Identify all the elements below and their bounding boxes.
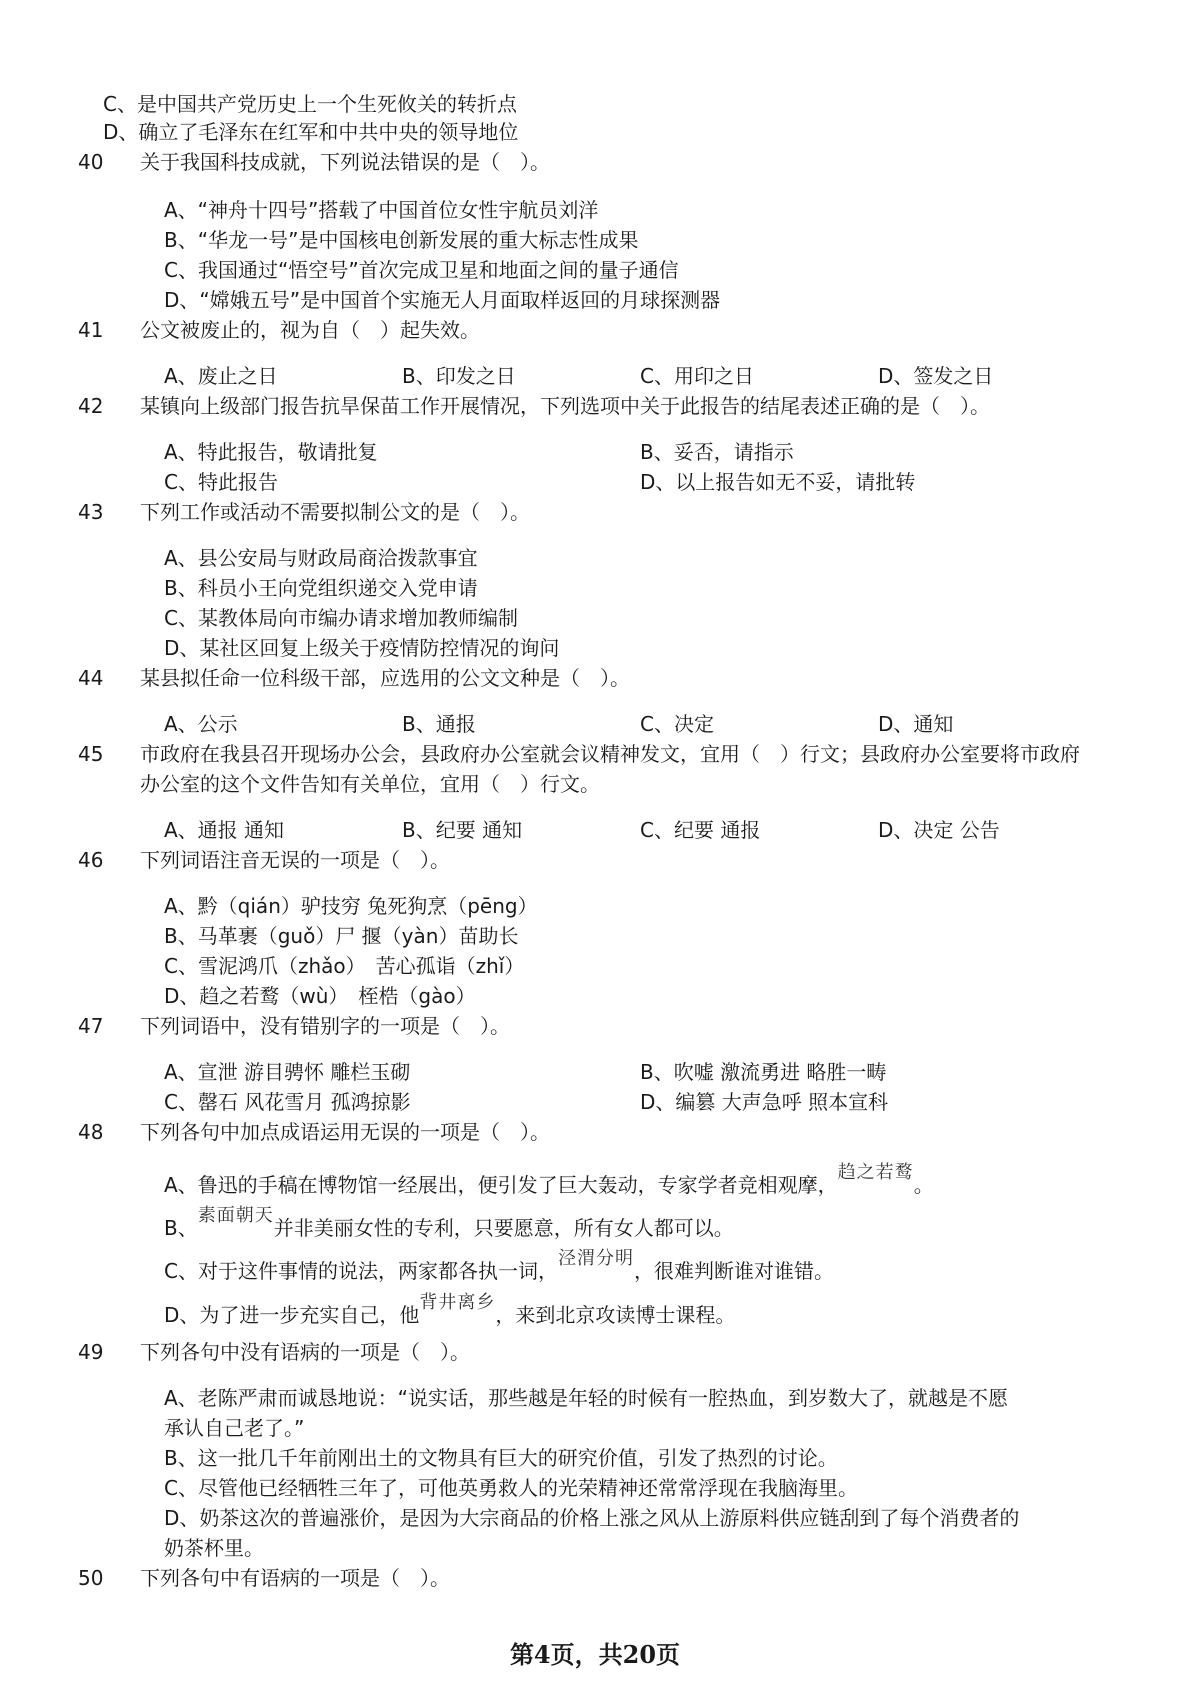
q47-option-a: A、宣泄 游目骋怀 雕栏玉砌 <box>164 1060 411 1084</box>
q46-option-c: C、雪泥鸿爪（zhǎo） 苦心孤诣（zhǐ） <box>164 954 525 978</box>
q42-option-c: C、特此报告 <box>164 470 278 494</box>
q45-option-a: A、通报 通知 <box>164 818 285 842</box>
q40-option-a: A、“神舟十四号”搭载了中国首位女性宇航员刘洋 <box>164 198 599 222</box>
q48-number: 48 <box>78 1120 104 1144</box>
q43-stem: 下列工作或活动不需要拟制公文的是（ ）。 <box>140 500 530 524</box>
q44-option-c: C、决定 <box>640 712 714 736</box>
q48-stem: 下列各句中加点成语运用无误的一项是（ ）。 <box>140 1120 550 1144</box>
q50-stem: 下列各句中有语病的一项是（ ）。 <box>140 1566 450 1590</box>
q44-option-a: A、公示 <box>164 712 238 736</box>
q49-option-a-cont: 承认自己老了。” <box>164 1416 305 1440</box>
q49-option-d: D、奶茶这次的普遍涨价，是因为大宗商品的价格上涨之风从上游原料供应链刮到了每个消费者的 <box>164 1506 1020 1530</box>
q47-number: 47 <box>78 1014 104 1038</box>
q48-option-c <box>164 1248 834 1288</box>
q45-option-d: D、决定 公告 <box>878 818 1000 842</box>
q48-option-a-end: 。 <box>913 1173 934 1197</box>
q40-option-c: C、我国通过“悟空号”首次完成卫星和地面之间的量子通信 <box>164 258 679 282</box>
q49-option-a: A、老陈严肃而诚恳地说：“说实话，那些越是年轻的时候有一腔热血，到岁数大了，就越是不愿 <box>164 1386 1009 1410</box>
q40-number: 40 <box>78 150 104 174</box>
q48-option-a <box>164 1162 934 1202</box>
q49-option-b: B、这一批几千年前刚出土的文物具有巨大的研究价值，引发了热烈的讨论。 <box>164 1446 838 1470</box>
q48-option-b-text: 并非美丽女性的专利，只要愿意，所有女人都可以。 <box>273 1216 734 1240</box>
q48-option-a-text: A、鲁迅的手稿在博物馆一经展出，便引发了巨大轰动，专家学者竞相观摩， <box>164 1173 838 1197</box>
q40-option-b: B、“华龙一号”是中国核电创新发展的重大标志性成果 <box>164 228 639 252</box>
q42-option-b: B、妥否，请指示 <box>640 440 794 464</box>
q45-number: 45 <box>78 742 104 766</box>
q46-option-a: A、黔（qián）驴技穷 兔死狗烹（pēng） <box>164 894 538 918</box>
q41-option-a: A、废止之日 <box>164 364 278 388</box>
page-number: 第4页，共20页 <box>509 1640 681 1669</box>
q41-number: 41 <box>78 318 104 342</box>
q41-option-d: D、签发之日 <box>878 364 994 388</box>
q48-option-d <box>164 1292 736 1332</box>
q48-option-c-end: ，很难判断谁对谁错。 <box>633 1259 834 1283</box>
q46-option-d: D、趋之若鹜（wù） 桎梏（gào） <box>164 984 476 1008</box>
q42-option-d: D、以上报告如无不妥，请批转 <box>640 470 916 494</box>
q48-option-d-idiom: 背井离乡 <box>419 1292 496 1313</box>
q45-option-b: B、纪要 通知 <box>402 818 523 842</box>
q41-option-c: C、用印之日 <box>640 364 754 388</box>
q50-number: 50 <box>78 1566 104 1590</box>
q49-option-d-cont: 奶茶杯里。 <box>164 1536 264 1560</box>
q49-option-c: C、尽管他已经牺牲三年了，可他英勇救人的光荣精神还常常浮现在我脑海里。 <box>164 1476 858 1500</box>
q47-option-d: D、编篡 大声急呼 照本宣科 <box>640 1090 889 1114</box>
q46-stem: 下列词语注音无误的一项是（ ）。 <box>140 848 450 872</box>
q48-option-b-idiom: 素面朝天 <box>197 1205 274 1226</box>
q47-option-b: B、吹嘘 激流勇进 略胜一畴 <box>640 1060 887 1084</box>
q44-number: 44 <box>78 666 104 690</box>
q43-option-d: D、某社区回复上级关于疫情防控情况的询问 <box>164 636 560 660</box>
q43-option-c: C、某教体局向市编办请求增加教师编制 <box>164 606 518 630</box>
q44-stem: 某县拟任命一位科级干部，应选用的公文文种是（ ）。 <box>140 666 630 690</box>
q40-option-d: D、“嫦娥五号”是中国首个实施无人月面取样返回的月球探测器 <box>164 288 721 312</box>
q48-option-b-label: B、 <box>164 1216 198 1240</box>
q48-option-d-text: D、为了进一步充实自己，他 <box>164 1303 420 1327</box>
q40-stem: 关于我国科技成就，下列说法错误的是（ ）。 <box>140 150 550 174</box>
q43-option-b: B、科员小王向党组织递交入党申请 <box>164 576 478 600</box>
q42-stem: 某镇向上级部门报告抗旱保苗工作开展情况，下列选项中关于此报告的结尾表述正确的是（ ）。 <box>140 394 990 418</box>
q49-number: 49 <box>78 1340 104 1364</box>
q41-stem: 公文被废止的，视为自（ ）起失效。 <box>140 318 480 342</box>
q44-option-b: B、通报 <box>402 712 476 736</box>
q49-stem: 下列各句中没有语病的一项是（ ）。 <box>140 1340 470 1364</box>
q41-option-b: B、印发之日 <box>402 364 516 388</box>
q48-option-b <box>164 1205 734 1245</box>
q48-option-a-idiom: 趋之若鹜 <box>837 1162 914 1183</box>
q48-option-d-end: ，来到北京攻读博士课程。 <box>495 1303 736 1327</box>
q48-option-c-idiom: 泾渭分明 <box>557 1248 634 1269</box>
q45-option-c: C、纪要 通报 <box>640 818 761 842</box>
q39-option-c: C、是中国共产党历史上一个生死攸关的转折点 <box>103 92 517 116</box>
q48-option-c-text: C、对于这件事情的说法，两家都各执一词， <box>164 1259 558 1283</box>
q46-number: 46 <box>78 848 104 872</box>
q39-option-d: D、确立了毛泽东在红军和中共中央的领导地位 <box>103 120 519 144</box>
q43-number: 43 <box>78 500 104 524</box>
q45-stem: 市政府在我县召开现场办公会，县政府办公室就会议精神发文，宜用（ ）行文；县政府办公室要将市政府办公室的这个文件告知有关单位，宜用（ ）行文。 <box>140 742 1080 796</box>
q42-number: 42 <box>78 394 104 418</box>
q43-option-a: A、县公安局与财政局商洽拨款事宜 <box>164 546 478 570</box>
q44-option-d: D、通知 <box>878 712 954 736</box>
q46-option-b: B、马革裹（guǒ）尸 揠（yàn）苗助长 <box>164 924 519 948</box>
q42-option-a: A、特此报告，敬请批复 <box>164 440 378 464</box>
q47-option-c: C、罄石 风花雪月 孤鸿掠影 <box>164 1090 411 1114</box>
q47-stem: 下列词语中，没有错别字的一项是（ ）。 <box>140 1014 510 1038</box>
